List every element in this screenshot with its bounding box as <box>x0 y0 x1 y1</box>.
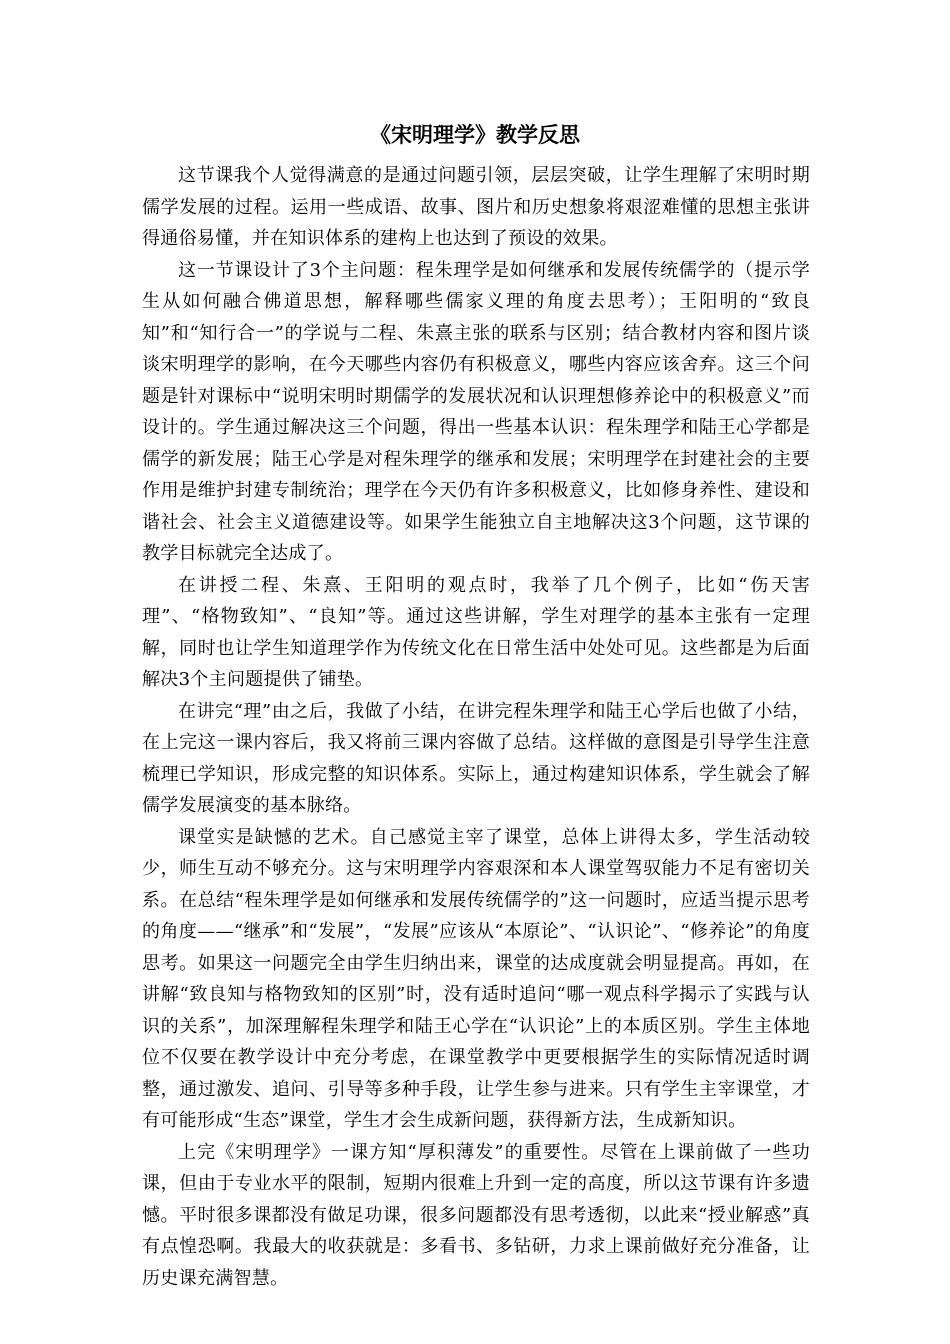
document-body <box>142 160 810 1294</box>
paragraph-2: 这一节课设计了3个主问题：程朱理学是如何继承和发展传统儒学的（提示学生从如何融合佛道思想，解释哪些儒家义理的角度去思考）；王阳明的“致良知”和“知行合一”的学说与二程、朱熹主张的联系与区别；结合教材内容和图片谈谈宋明理学的影响，在今天哪些内容仍有积极意义，哪些内容应该舍弃。这三个问题是针对课标中“说明宋明时期儒学的发展状况和认识理想修养论中的积极意义”而设计的。学生通过解决这三个问题，得出一些基本认识：程朱理学和陆王心学都是儒学的新发展；陆王心学是对程朱理学的继承和发展；宋明理学在封建社会的主要作用是维护封建专制统治；理学在今天仍有许多积极意义，比如修身养性、建设和谐社会、社会主义道德建设等。如果学生能独立自主地解决这3个问题，这节课的教学目标就完全达成了。 <box>142 259 810 564</box>
document-title: 《宋明理学》教学反思 <box>370 122 580 147</box>
paragraph-1: 这节课我个人觉得满意的是通过问题引领，层层突破，让学生理解了宋明时期儒学发展的过程。运用一些成语、故事、图片和历史想象将艰涩难懂的思想主张讲得通俗易懂，并在知识体系的建构上也达到了预设的效果。 <box>142 165 810 249</box>
paragraph-5: 课堂实是缺憾的艺术。自己感觉主宰了课堂，总体上讲得太多，学生活动较少，师生互动不够充分。这与宋明理学内容艰深和本人课堂驾驭能力不足有密切关系。在总结“程朱理学是如何继承和发展传统儒学的”这一问题时，应适当提示思考的角度——“继承”和“发展”，“发展”应该从“本原论”、“认识论”、“修养论”的角度思考。如果这一问题完全由学生归纳出来，课堂的达成度就会明显提高。再如，在讲解“致良知与格物致知的区别”时，没有适时追问“哪一观点科学揭示了实践与认识的关系”，加深理解程朱理学和陆王心学在“认识论”上的本质区别。学生主体地位不仅要在教学设计中充分考虑，在课堂教学中更要根据学生的实际情况适时调整，通过激发、追问、引导等多种手段，让学生参与进来。只有学生主宰课堂，才有可能形成“生态”课堂，学生才会生成新问题，获得新方法，生成新知识。 <box>142 826 810 1131</box>
paragraph-4: 在讲完“理”由之后，我做了小结，在讲完程朱理学和陆王心学后也做了小结，在上完这一课内容后，我又将前三课内容做了总结。这样做的意图是引导学生注意梳理已学知识，形成完整的知识体系。实际上，通过构建知识体系，学生就会了解儒学发展演变的基本脉络。 <box>142 700 810 816</box>
paragraph-6: 上完《宋明理学》一课方知“厚积薄发”的重要性。尽管在上课前做了一些功课，但由于专业水平的限制，短期内很难上升到一定的高度，所以这节课有许多遗憾。平时很多课都没有做足功课，很多问题都没有思考透彻，以此来“授业解惑”真有点惶恐啊。我最大的收获就是：多看书、多钻研，力求上课前做好充分准备，让历史课充满智慧。 <box>142 1141 810 1289</box>
paragraph-3: 在讲授二程、朱熹、王阳明的观点时，我举了几个例子，比如“伤天害理”、“格物致知”、“良知”等。通过这些讲解，学生对理学的基本主张有一定理解，同时也让学生知道理学作为传统文化在日常生活中处处可见。这些都是为后面解决3个主问题提供了铺垫。 <box>142 574 810 690</box>
